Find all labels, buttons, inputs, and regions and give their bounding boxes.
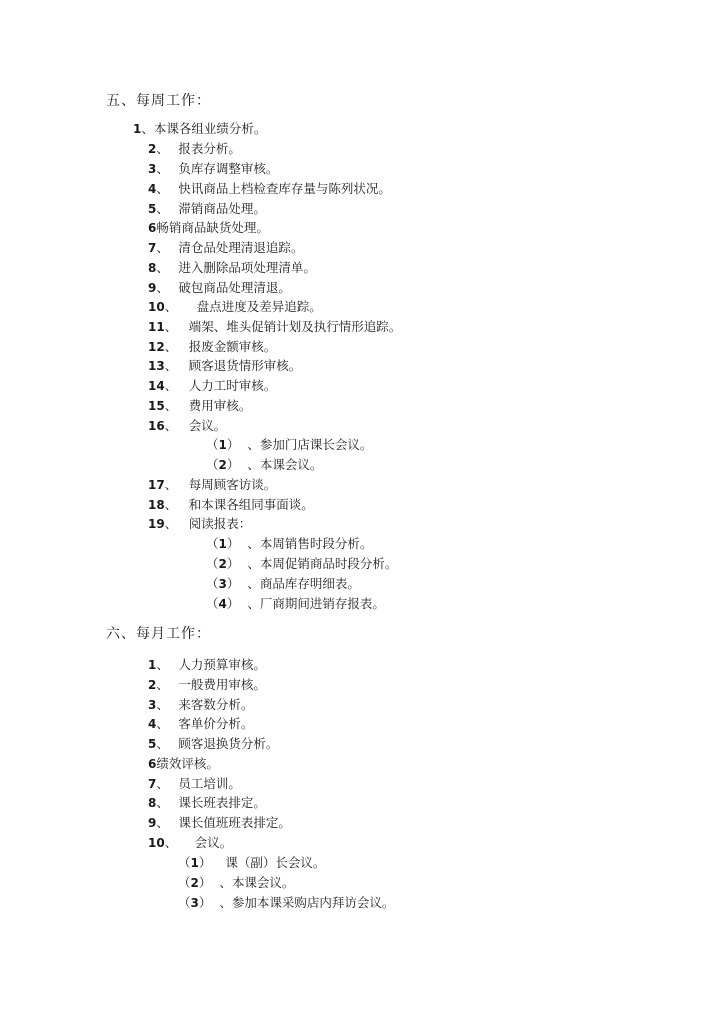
list-item: 7、 清仓品处理清退追踪。 [148, 240, 304, 255]
sub-list-item: （2） 、本课会议。 [178, 875, 295, 890]
monthly-section-title: 六、每月工作： [106, 626, 211, 642]
list-item: 4、 快讯商品上档检查库存量与陈列状况。 [148, 181, 391, 196]
sub-list-item: （2） 、本周促销商品时段分析。 [206, 556, 398, 571]
list-item: 18、 和本课各组同事面谈。 [148, 497, 314, 512]
weekly-section-title: 五、每周工作： [106, 93, 211, 109]
list-item: 13、 顾客退货情形审核。 [148, 358, 302, 373]
list-item: 2、 报表分析。 [148, 141, 241, 156]
list-item: 4、 客单价分析。 [148, 716, 254, 731]
list-item: 7、 员工培训。 [148, 776, 241, 791]
sub-list-item: （1） 、本周销售时段分析。 [206, 536, 373, 551]
list-item: 12、 报废金额审核。 [148, 339, 277, 354]
list-item: 5、 滞销商品处理。 [148, 201, 266, 216]
sub-list-item: （1） 课（副）长会议。 [178, 855, 326, 870]
list-item: 1、本课各组业绩分析。 [133, 121, 267, 136]
list-item: 10、 盘点进度及差异追踪。 [148, 299, 322, 314]
list-item: 8、 进入删除品项处理清单。 [148, 260, 316, 275]
list-item: 9、 课长值班班表排定。 [148, 815, 291, 830]
list-item: 2、 一般费用审核。 [148, 677, 266, 692]
list-item: 11、 端架、堆头促销计划及执行情形追踪。 [148, 319, 402, 334]
sub-list-item: （3） 、参加本课采购店内拜访会议。 [178, 895, 395, 910]
list-item: 6绩效评核。 [148, 756, 219, 771]
list-item: 8、 课长班表排定。 [148, 795, 266, 810]
sub-list-item: （3） 、商品库存明细表。 [206, 576, 360, 591]
list-item: 14、 人力工时审核。 [148, 378, 277, 393]
list-item: 1、 人力预算审核。 [148, 657, 266, 672]
list-item: 6畅销商品缺货处理。 [148, 220, 269, 235]
sub-list-item: （4） 、厂商期间进销存报表。 [206, 596, 385, 611]
sub-list-item: （2） 、本课会议。 [206, 457, 323, 472]
list-item: 3、 负库存调整审核。 [148, 161, 279, 176]
list-item: 16、 会议。 [148, 418, 227, 433]
list-item: 9、 破包商品处理清退。 [148, 280, 291, 295]
list-item: 15、 费用审核。 [148, 398, 252, 413]
list-item: 10、 会议。 [148, 835, 233, 850]
list-item: 17、 每周顾客访谈。 [148, 477, 277, 492]
list-item: 3、 来客数分析。 [148, 697, 254, 712]
list-item: 19、 阅读报表： [148, 516, 252, 531]
sub-list-item: （1） 、参加门店课长会议。 [206, 437, 373, 452]
list-item: 5、 顾客退换货分析。 [148, 736, 279, 751]
